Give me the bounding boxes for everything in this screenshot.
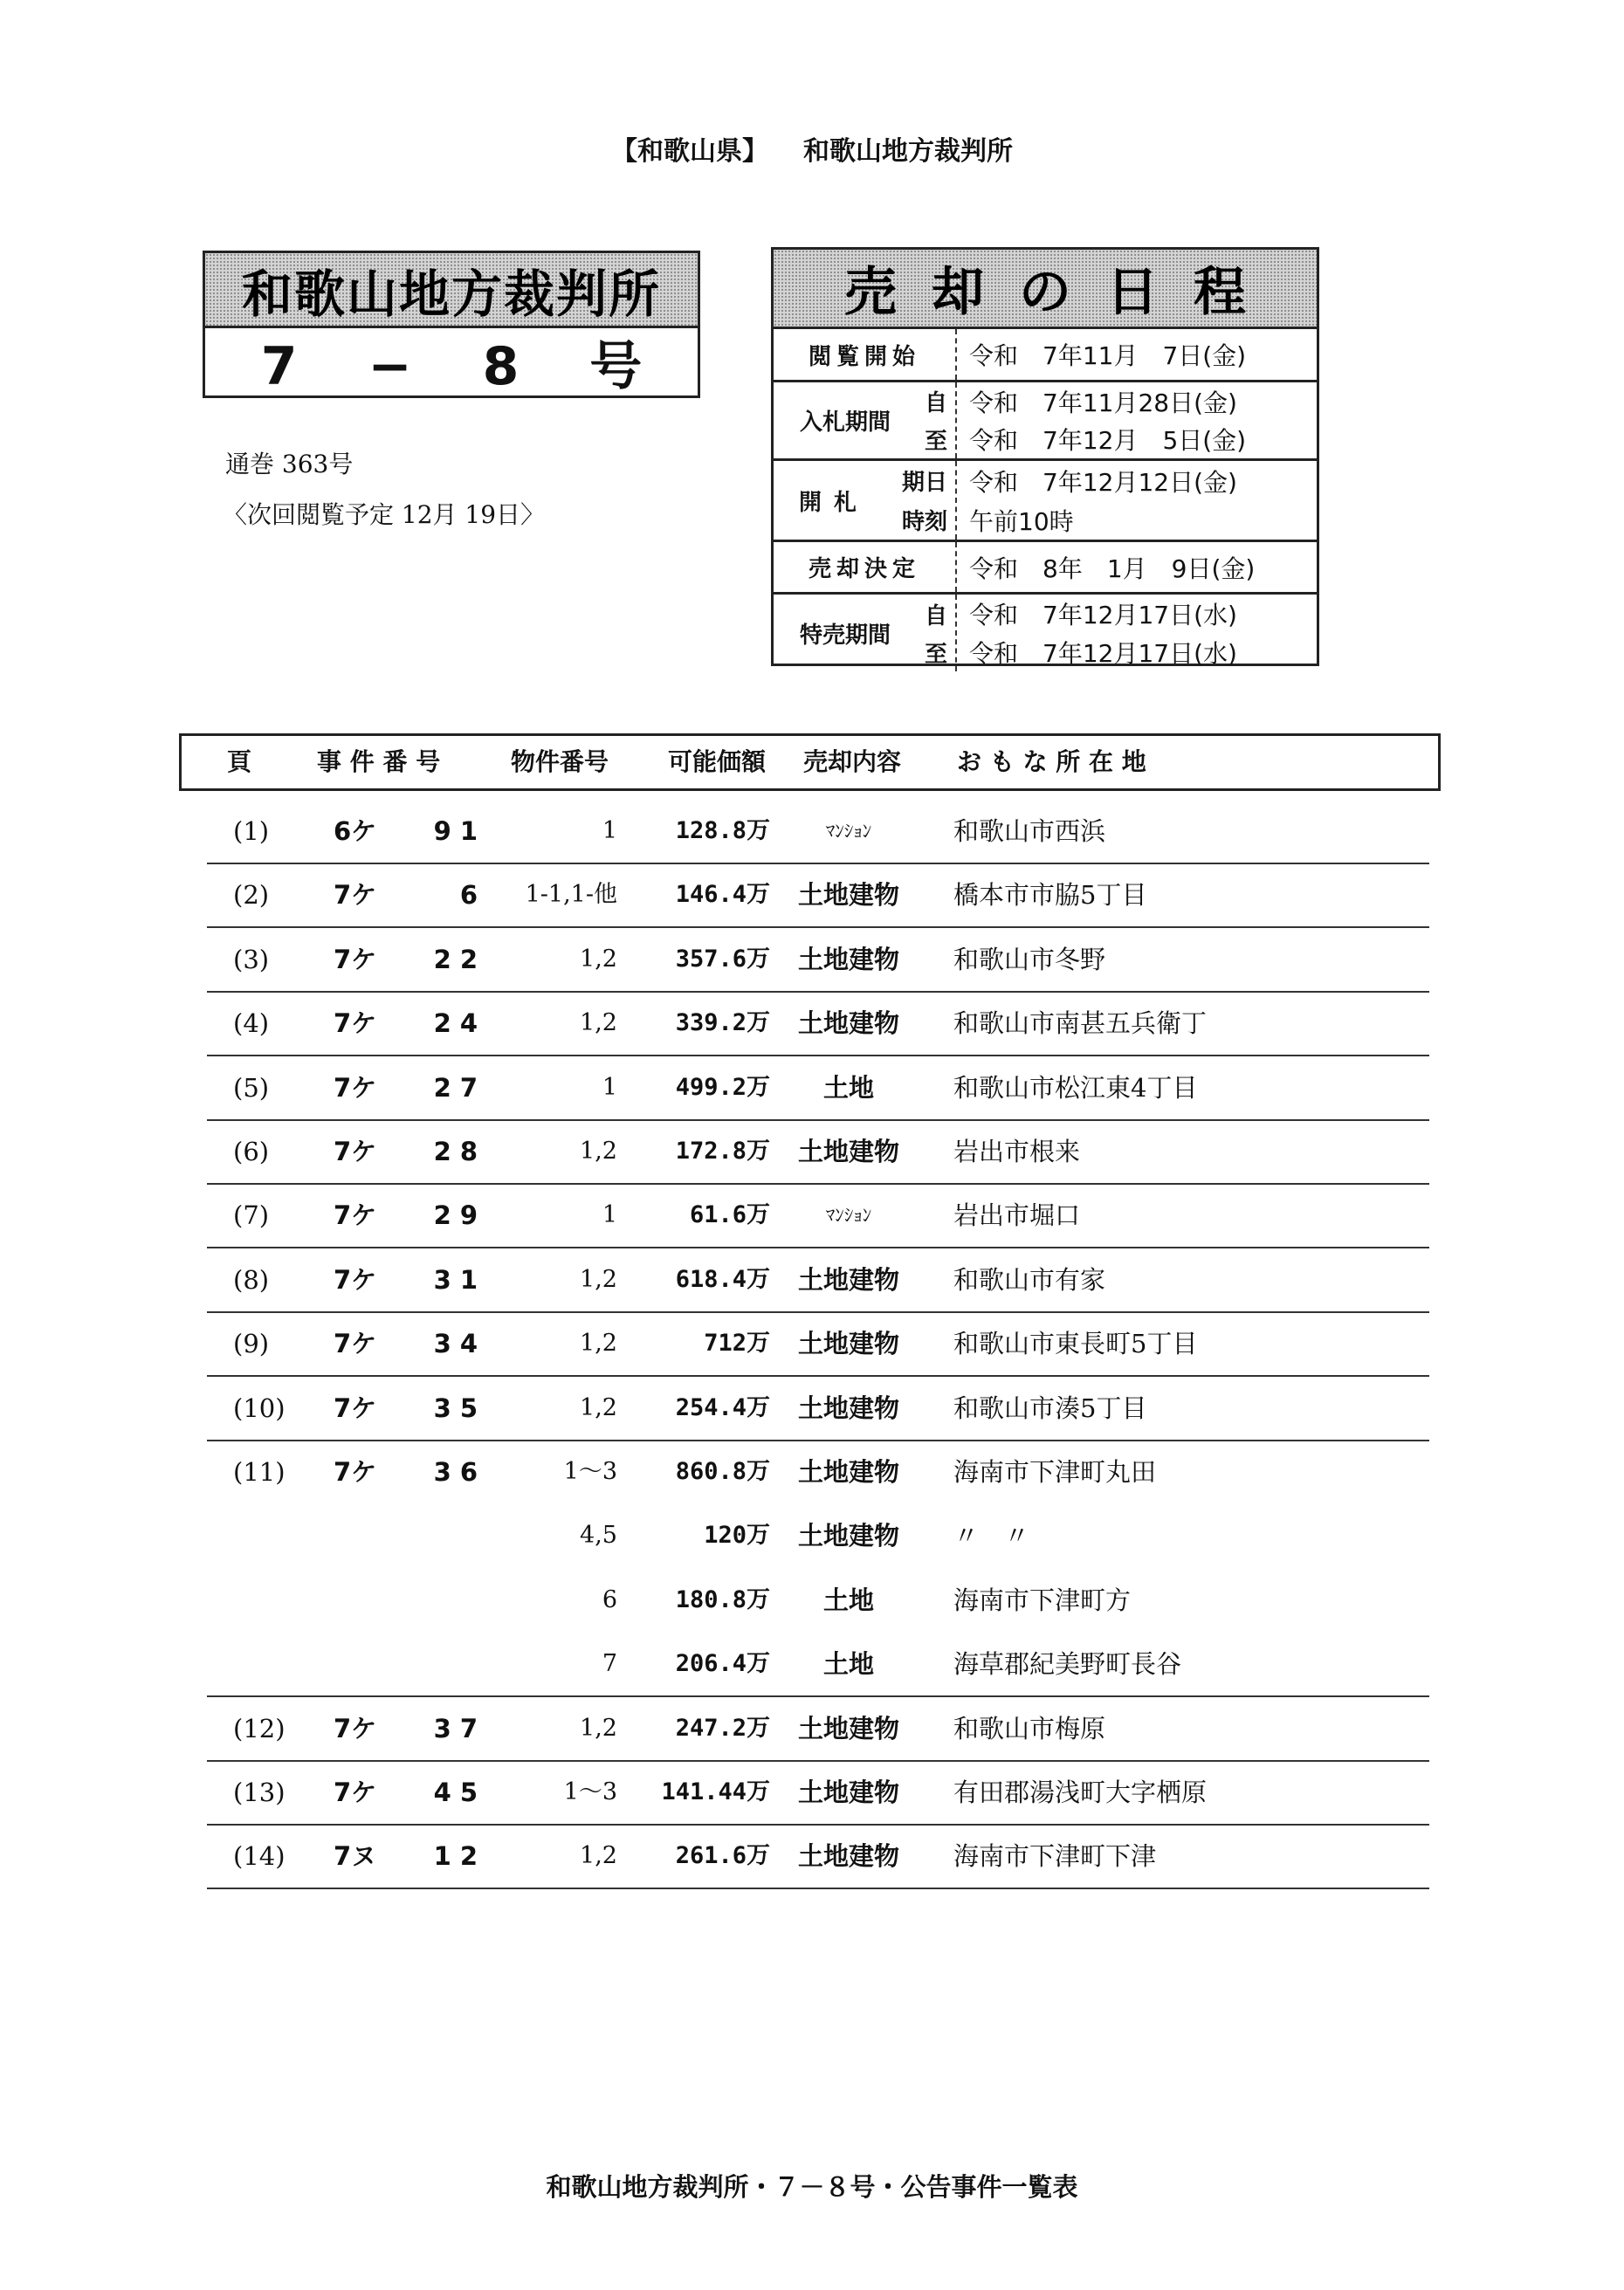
schedule-row-decision [774,542,1317,595]
row-property-number: 1-1,1-他 [525,881,617,908]
table-row [207,1505,1429,1569]
row-location: 橋本市市脇5丁目 [953,880,1147,910]
row-case-number: 22 [433,945,486,974]
schedule-sublabel: 自 [924,602,947,629]
row-price: 206.4万 [675,1650,770,1677]
row-property-number: 4,5 [580,1522,617,1549]
header-sale-type: 売却内容 [803,747,902,776]
table-row [207,1441,1429,1505]
row-location: 岩出市根来 [953,1137,1081,1166]
table-row [207,1249,1429,1313]
row-sale-type: 土地 [822,1585,874,1615]
row-case-number: 24 [433,1008,486,1038]
row-price: 61.6万 [689,1201,770,1228]
court-issue-box [203,251,700,398]
row-property-number: 1,2 [580,1266,617,1293]
row-case-number: 31 [433,1265,486,1295]
table-row [207,1698,1429,1762]
row-property-number: 1〜3 [563,1458,617,1485]
row-location: 和歌山市梅原 [953,1714,1106,1743]
row-price: 247.2万 [675,1715,770,1742]
schedule-label: 閲覧開始 [808,343,920,370]
row-case-prefix: 7ケ [334,1457,377,1487]
row-page: (6) [233,1137,270,1166]
row-case-prefix: 7ケ [334,1200,377,1230]
row-price: 141.44万 [661,1778,770,1805]
row-sale-type: 土地建物 [797,1393,899,1423]
row-sale-type: 土地建物 [797,1457,899,1487]
row-property-number: 1,2 [580,1842,617,1869]
table-row [207,1057,1429,1121]
schedule-sublabel: 至 [924,428,947,455]
row-case-prefix: 7ケ [334,1008,377,1038]
row-case-number: 34 [433,1329,486,1358]
row-case-prefix: 7ケ [334,1329,377,1358]
row-page: (11) [233,1457,286,1487]
row-sale-type: 土地建物 [797,945,899,974]
row-page: (2) [233,880,270,910]
row-case-number [416,1633,486,1695]
schedule-row-viewing [774,329,1317,382]
row-page: (5) [233,1073,270,1103]
row-case-number [416,1570,486,1631]
table-row [207,1570,1429,1633]
schedule-sublabel: 自 [924,390,947,417]
row-location: 和歌山市南甚五兵衛丁 [953,1008,1208,1038]
row-price: 261.6万 [675,1842,770,1869]
row-page: (10) [233,1393,286,1423]
row-location: 和歌山市東長町5丁目 [953,1329,1198,1358]
schedule-row-opening [774,461,1317,542]
row-price: 860.8万 [675,1458,770,1485]
row-case-number [416,1505,486,1566]
schedule-value: 令和 7年12月12日(金) [969,467,1237,497]
header-property-number: 物件番号 [511,747,609,776]
row-price: 146.4万 [675,881,770,908]
row-case-number: 6 [459,880,486,910]
schedule-row-special-sale [774,595,1317,671]
table-row [207,864,1429,928]
row-price: 712万 [704,1330,770,1357]
row-location: 海南市下津町丸田 [953,1457,1157,1487]
schedule-value: 令和 7年11月28日(金) [969,388,1237,417]
row-case-prefix: 7ケ [334,880,377,910]
row-sale-type: 土地建物 [797,1265,899,1295]
row-case-prefix: 7ケ [334,945,377,974]
court-name: 和歌山地方裁判所 [803,136,1013,167]
prefecture-label: 【和歌山県】 [611,136,768,167]
row-case-number: 35 [433,1393,486,1423]
schedule-value: 令和 7年11月 7日(金) [969,341,1247,370]
table-row [207,1185,1429,1248]
row-location: 海草郡紀美野町長谷 [953,1649,1182,1679]
header-case-number: 事 件 番 号 [317,747,441,776]
row-case-prefix: 7ケ [334,1265,377,1295]
row-property-number: 1,2 [580,1138,617,1165]
row-page: (1) [233,816,270,846]
schedule-value: 午前10時 [969,506,1074,536]
row-case-prefix: 7ケ [334,1778,377,1807]
row-price: 357.6万 [675,946,770,973]
row-price: 128.8万 [675,817,770,844]
table-row [207,1826,1429,1889]
table-row [207,929,1429,993]
table-row [207,1313,1429,1377]
row-case-number: 37 [433,1714,486,1743]
row-page: (14) [233,1841,286,1871]
row-price: 120万 [704,1522,770,1549]
row-sale-type: 土地建物 [797,880,899,910]
page-header [0,129,1624,168]
table-row [207,1121,1429,1185]
table-row [207,993,1429,1056]
row-price: 339.2万 [675,1009,770,1036]
row-price: 254.4万 [675,1394,770,1421]
schedule-title: 売却の日程 [774,250,1317,329]
row-location: 和歌山市冬野 [953,945,1106,974]
table-row [207,1633,1429,1697]
row-price: 618.4万 [675,1266,770,1293]
table-row [207,1762,1429,1826]
row-case-prefix: 7ケ [334,1714,377,1743]
schedule-label: 特売期間 [799,622,891,649]
row-sale-type: 土地建物 [797,1329,899,1358]
row-page: (3) [233,945,270,974]
row-sale-type: 土地 [822,1073,874,1103]
header-page: 頁 [227,747,252,776]
row-case-prefix: 7ヌ [334,1841,377,1871]
header-price: 可能価額 [668,747,767,776]
row-location: 〃 〃 [953,1521,1030,1551]
row-property-number: 7 [602,1650,617,1677]
schedule-sublabel: 期日 [901,470,947,496]
case-list-header [179,733,1441,791]
row-sale-type: 土地 [822,1649,874,1679]
row-sale-type: 土地建物 [797,1008,899,1038]
row-property-number: 1,2 [580,1330,617,1357]
row-sale-type: 土地建物 [797,1714,899,1743]
row-price: 172.8万 [675,1138,770,1165]
row-case-number: 12 [433,1841,486,1871]
row-property-number: 1,2 [580,1715,617,1742]
row-case-prefix: 7ケ [334,1073,377,1103]
row-case-number: 45 [433,1778,486,1807]
row-location: 海南市下津町方 [953,1585,1132,1615]
row-property-number: 1,2 [580,1009,617,1036]
row-page: (4) [233,1008,270,1038]
row-sale-type: 土地建物 [797,1778,899,1807]
row-location: 有田郡湯浅町大字栖原 [953,1778,1208,1807]
schedule-label: 開札 [798,489,869,516]
row-case-prefix: 6ケ [334,816,377,846]
row-property-number: 1 [602,817,617,844]
row-price: 499.2万 [675,1074,770,1101]
row-price: 180.8万 [675,1586,770,1613]
header-location: お も な 所 在 地 [957,747,1146,776]
row-sale-type: 土地建物 [797,1521,899,1551]
row-case-number: 91 [433,816,486,846]
row-location: 和歌山市西浜 [953,816,1106,846]
issue-number: 7 − 8 号 [260,335,669,397]
row-sale-type: 土地建物 [797,1841,899,1871]
row-page: (13) [233,1778,286,1807]
table-row [207,1378,1429,1441]
row-property-number: 1 [602,1074,617,1101]
row-sale-type: ﾏﾝｼｮﾝ [825,1205,872,1226]
row-location: 海南市下津町下津 [953,1841,1157,1871]
schedule-value: 令和 7年12月17日(水) [969,601,1237,629]
schedule-value: 令和 7年12月17日(水) [969,639,1237,668]
row-case-prefix: 7ケ [334,1137,377,1166]
schedule-value: 令和 7年12月 5日(金) [969,426,1247,456]
row-page: (9) [233,1329,270,1358]
row-case-number: 29 [433,1200,486,1230]
sale-schedule-box [771,247,1319,666]
row-property-number: 1,2 [580,1394,617,1421]
row-location: 和歌山市湊5丁目 [953,1393,1147,1423]
schedule-sublabel: 至 [924,641,947,668]
row-property-number: 1〜3 [563,1778,617,1805]
schedule-label: 売却決定 [808,556,920,582]
schedule-value: 令和 8年 1月 9日(金) [969,554,1256,583]
row-case-prefix: 7ケ [334,1393,377,1423]
schedule-row-bidding [774,382,1317,461]
row-page: (12) [233,1714,286,1743]
row-property-number: 1 [602,1201,617,1228]
row-property-number: 6 [602,1586,617,1613]
next-viewing-date: 〈次回閲覧予定 12月 19日〉 [223,500,546,529]
row-location: 和歌山市松江東4丁目 [953,1073,1198,1103]
row-location: 和歌山市有家 [953,1265,1106,1295]
table-row [207,801,1429,864]
row-page: (7) [233,1200,270,1230]
page-footer: 和歌山地方裁判所・７－８号・公告事件一覧表 [546,2172,1078,2202]
row-sale-type: ﾏﾝｼｮﾝ [825,821,872,842]
row-sale-type: 土地建物 [797,1137,899,1166]
row-property-number: 1,2 [580,946,617,973]
row-page: (8) [233,1265,270,1295]
schedule-sublabel: 時刻 [901,509,947,535]
volume-number: 通巻 363号 [225,450,354,478]
court-title: 和歌山地方裁判所 [205,253,698,328]
row-case-number: 36 [433,1457,486,1487]
schedule-label: 入札期間 [799,409,891,436]
row-location: 岩出市堀口 [953,1200,1081,1230]
row-case-number: 28 [433,1137,486,1166]
row-case-number: 27 [433,1073,486,1103]
